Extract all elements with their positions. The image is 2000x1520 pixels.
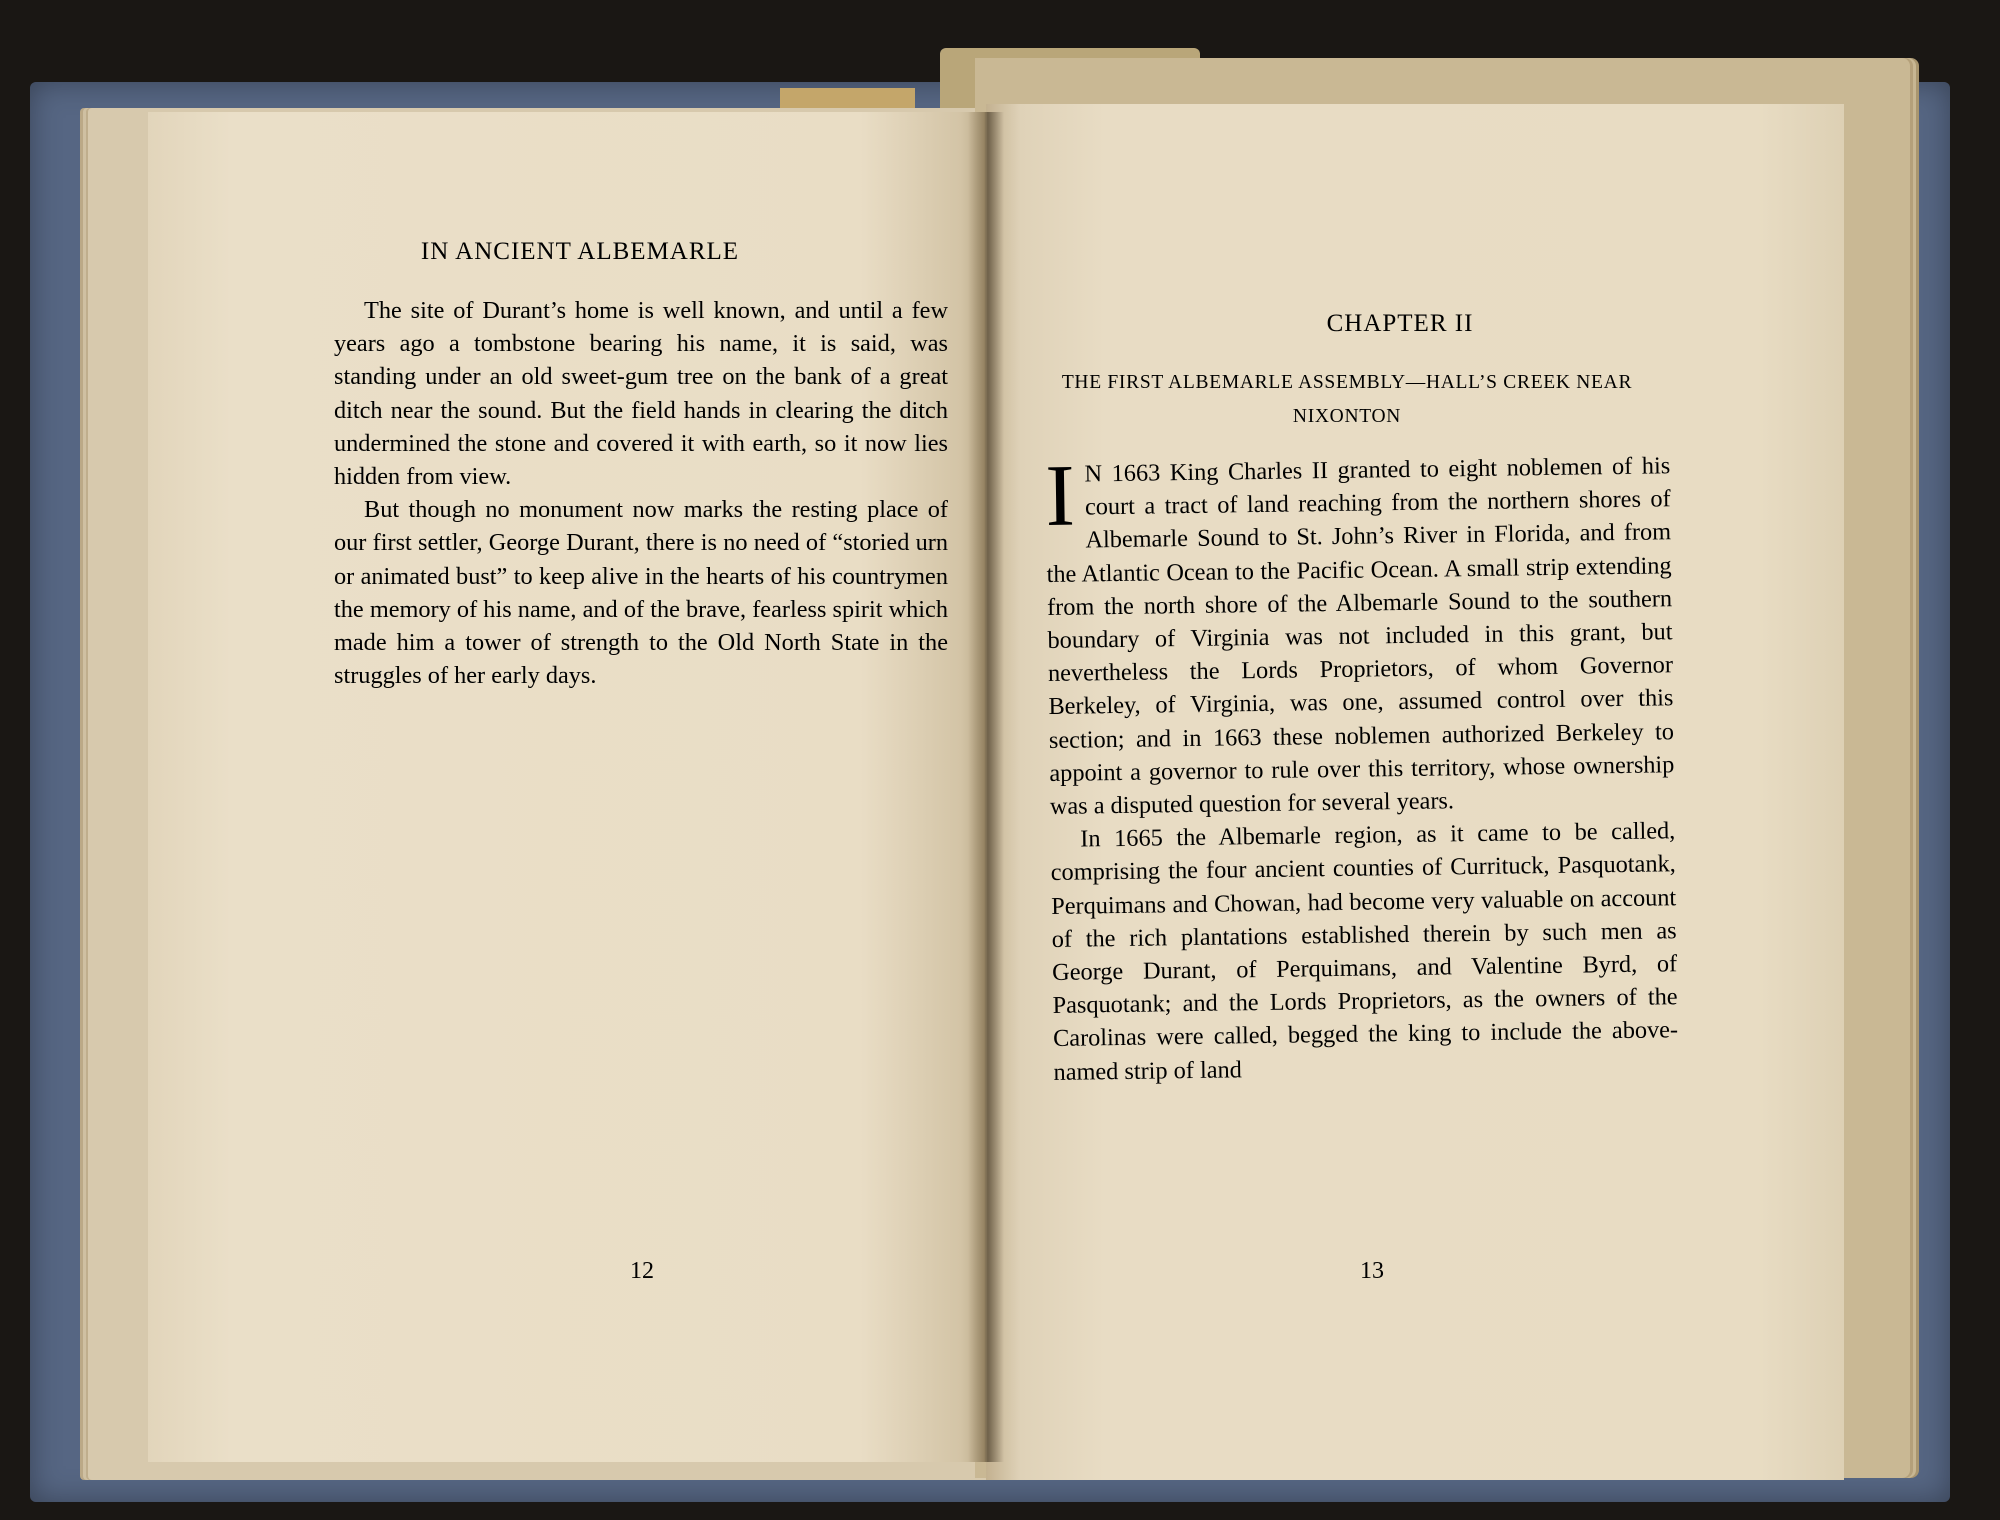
chapter-subtitle: THE FIRST ALBEMARLE ASSEMBLY—HALL’S CREEK NEAR NIXONTON <box>1061 372 1633 427</box>
page-number-left: 12 <box>630 1258 654 1284</box>
paragraph <box>1045 449 1675 823</box>
left-page-body <box>334 294 948 692</box>
paragraph: The site of Durant’s home is well known, and until a few years ago a tombstone bearing his name, it is said, was standing under an old sweet-gum tree on the bank of a great ditch near the sound. But the field hands in clearing the ditch undermined the stone and covered it with earth, so it now lies hidden from view. <box>334 297 948 491</box>
right-page-body <box>1045 449 1679 1089</box>
paragraph: In 1665 the Albemarle region, as it came to be called, comprising the four ancient counties of Currituck, Pasquotank, Perquimans and Chowan, had become very valuable on account of the rich plantations established therein by such men as George Durant, of Perquimans, and Valentine Byrd, of Pasquotank; and the Lords Proprietors, as the owners of the Carolinas were called, begged the king to include the above-named strip of land <box>1050 817 1679 1086</box>
chapter-title: CHAPTER II <box>1326 310 1474 337</box>
paragraph-text: N 1663 King Charles II granted to eight noblemen of his court a tract of land reaching from the northern shores of Albemarle Sound to St. John’s River in Florida, and from the Atlantic Ocean to the Pacific Ocean. A small strip extending from the north shore of the Albemarle Sound to the southern boundary of Virginia was not included in this grant, but nevertheless the Lords Proprietors, of whom Governor Berkeley, of Virginia, was one, assumed control over this section; and in 1663 these noblemen authorized Berkeley to appoint a governor to rule over this territory, whose ownership was a disputed question for several years. <box>1046 452 1675 820</box>
book-gutter <box>968 112 1004 1462</box>
drop-cap: I <box>1044 447 1076 545</box>
paragraph: But though no monument now marks the resting place of our first settler, George Durant, there is no need of “storied urn or animated bust” to keep alive in the hearts of his countrymen the memory of his name, and of the brave, fearless spirit which made him a tower of strength to the Old North State in the struggles of her early days. <box>334 496 948 690</box>
page-number-right: 13 <box>1360 1258 1384 1284</box>
running-head: IN ANCIENT ALBEMARLE <box>420 238 740 265</box>
